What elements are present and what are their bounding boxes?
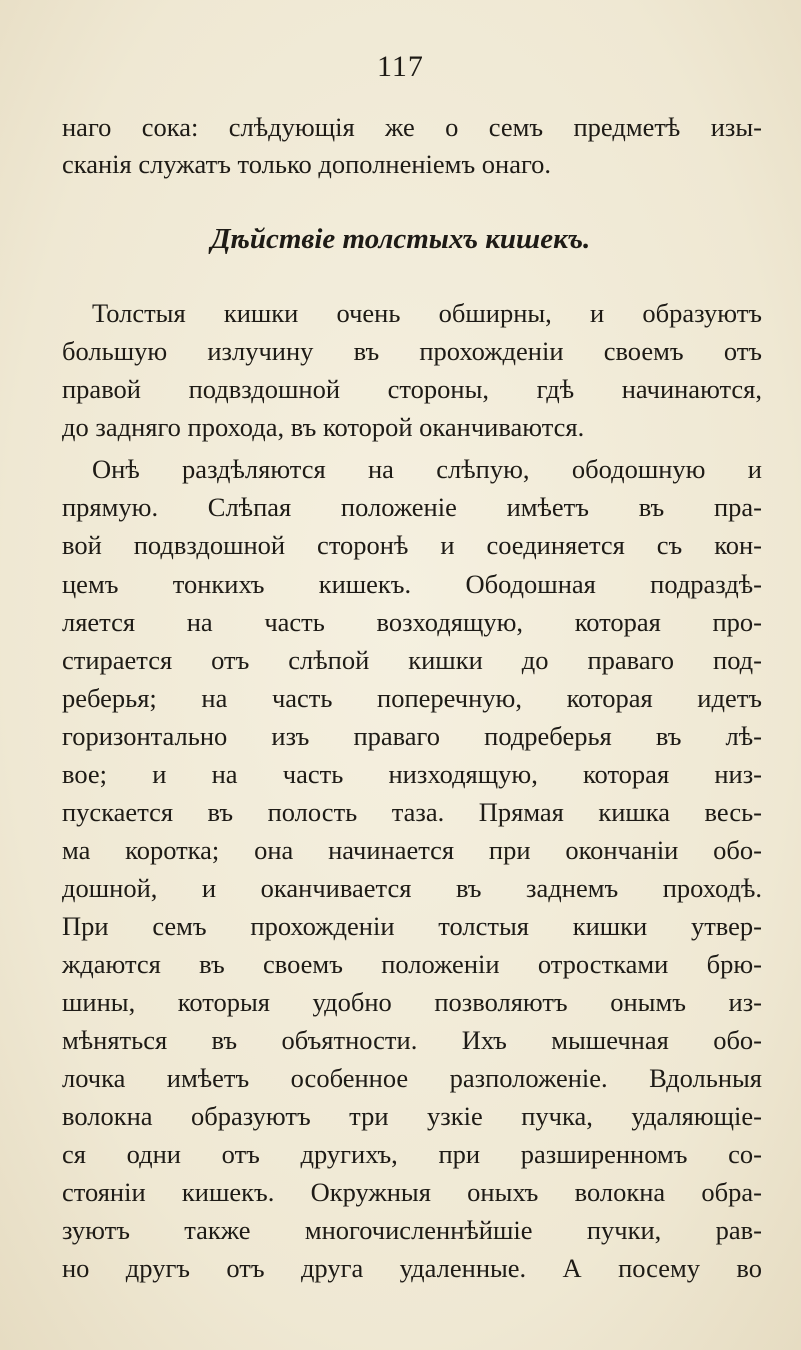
text-line: стирается отъ слѣпой кишки до праваго под- bbox=[62, 645, 762, 675]
text-line: стояніи кишекъ. Окружныя оныхъ волокна обра- bbox=[62, 1177, 762, 1207]
text-line: вой подвздошной сторонѣ и соединяется съ кон- bbox=[62, 530, 762, 560]
page-number: 117 bbox=[377, 50, 424, 83]
text-line: волокна образуютъ три узкіе пучка, удаляющіе- bbox=[62, 1101, 762, 1131]
text-line: ляется на часть возходящую, которая про- bbox=[62, 607, 762, 637]
text-line: дошной, и оканчивается въ заднемъ проходѣ. bbox=[62, 873, 762, 903]
text-line: правой подвздошной стороны, гдѣ начинаются, bbox=[62, 374, 762, 404]
text-line: но другъ отъ друга удаленные. А посему во bbox=[62, 1253, 762, 1283]
text-line: ждаются въ своемъ положеніи отростками брю- bbox=[62, 949, 762, 979]
text-line: большую излучину въ прохожденіи своемъ отъ bbox=[62, 336, 762, 366]
text-line: наго сока: слѣдующія же о семъ предметѣ изы- bbox=[62, 112, 762, 142]
text-line: мѣняться въ объятности. Ихъ мышечная обо- bbox=[62, 1025, 762, 1055]
text-line: реберья; на часть поперечную, которая идетъ bbox=[62, 683, 762, 713]
text-line: зуютъ также многочисленнѣйшіе пучки, рав- bbox=[62, 1215, 762, 1245]
section-heading: Дѣйствіе толстыхъ кишекъ. bbox=[210, 223, 591, 255]
text-line: вое; и на часть низходящую, которая низ- bbox=[62, 759, 762, 789]
paragraph-first-line: Толстыя кишки очень обширны, и образуютъ bbox=[92, 298, 762, 328]
text-line: до задняго прохода, въ которой оканчиваются. bbox=[62, 412, 585, 442]
text-line: шины, которыя удобно позволяютъ онымъ из- bbox=[62, 987, 762, 1017]
text-line: ся одни отъ другихъ, при разширенномъ со- bbox=[62, 1139, 762, 1169]
text-line: цемъ тонкихъ кишекъ. Ободошная подраздѣ- bbox=[62, 569, 762, 599]
text-line: лочка имѣетъ особенное разположеніе. Вдольныя bbox=[62, 1063, 762, 1093]
text-line: пускается въ полость таза. Прямая кишка весь- bbox=[62, 797, 762, 827]
text-line: горизонтально изъ праваго подреберья въ лѣ- bbox=[62, 721, 762, 751]
paragraph-first-line: Онѣ раздѣляются на слѣпую, ободошную и bbox=[92, 454, 762, 484]
text-line: ма коротка; она начинается при окончаніи обо- bbox=[62, 835, 762, 865]
text-line: прямую. Слѣпая положеніе имѣетъ въ пра- bbox=[62, 492, 762, 522]
text-line: сканія служатъ только дополненіемъ онаго. bbox=[62, 149, 552, 179]
text-line: При семъ прохожденіи толстыя кишки утвер- bbox=[62, 911, 762, 941]
